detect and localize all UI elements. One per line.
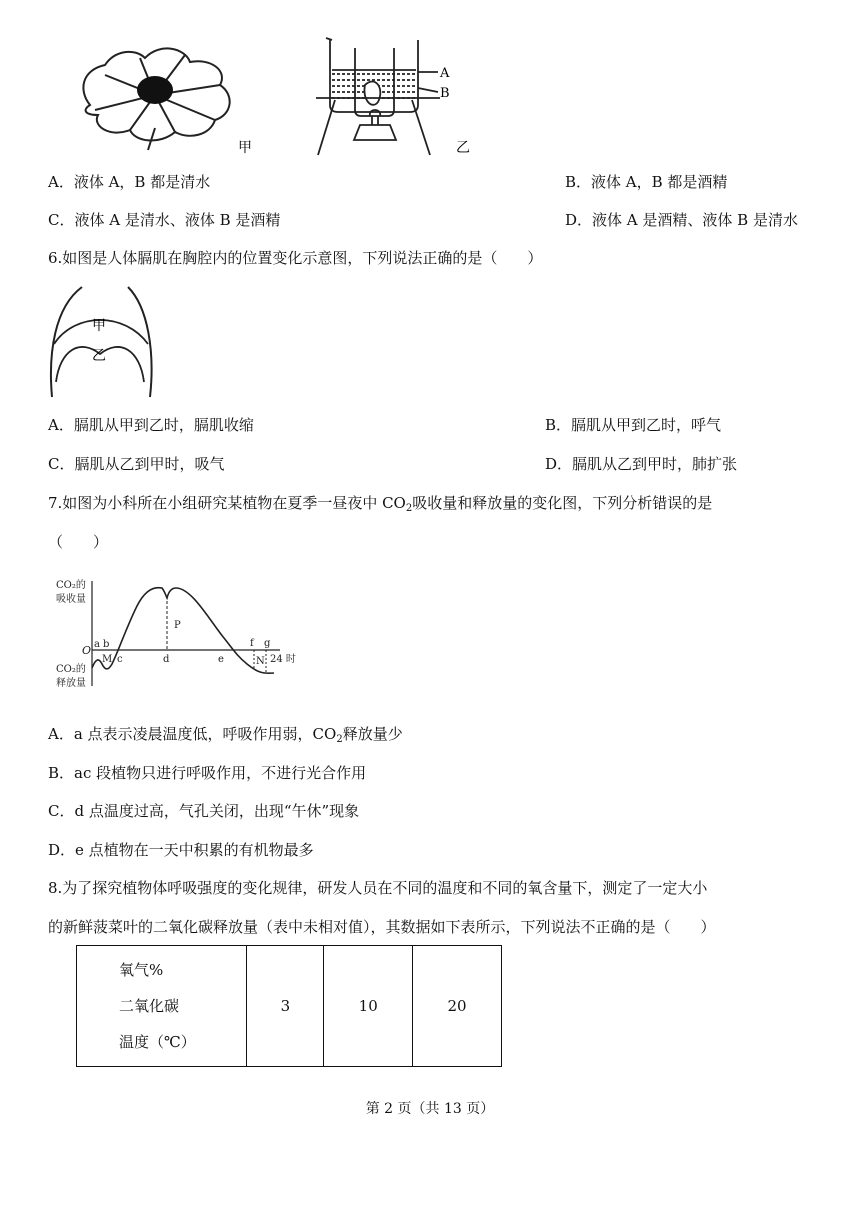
- leaf-dark-spot: [137, 76, 173, 104]
- figure-label-a: A: [440, 66, 450, 81]
- q7-option-d[interactable]: D．e 点植物在一天中积累的有机物最多: [48, 841, 314, 859]
- chart-point-c: c: [117, 654, 123, 665]
- chart-point-e: e: [218, 654, 224, 665]
- q6-option-a[interactable]: A．膈肌从甲到乙时，膈肌收缩: [48, 416, 254, 434]
- figure-label-yi: 乙: [456, 140, 470, 156]
- chart-point-a: a: [94, 639, 100, 650]
- q5-option-b[interactable]: B．液体 A，B 都是酒精: [565, 173, 728, 191]
- chart-point-d: d: [163, 654, 170, 665]
- chart-point-g: g: [264, 638, 271, 649]
- chart-ylabel-top-line1: CO₂的: [56, 580, 86, 591]
- q6-diaphragm-figure: [40, 282, 160, 406]
- chart-x-end-label: 24 时: [270, 654, 296, 665]
- chart-region-p: P: [174, 620, 181, 631]
- q7-option-c[interactable]: C．d 点温度过高，气孔关闭，出现“午休”现象: [48, 802, 360, 820]
- q7-option-a-suffix: 释放量少: [342, 725, 403, 743]
- table-col-10: 10: [324, 946, 413, 1067]
- page-footer: 第 2 页（共 13 页）: [365, 1101, 495, 1117]
- chart-ylabel-bottom-line2: 释放量: [56, 678, 86, 689]
- chart-point-b: b: [103, 639, 110, 650]
- q7-stem-subscript: 2: [405, 503, 413, 514]
- table-header-co2: 二氧化碳: [119, 997, 180, 1015]
- q5-option-d[interactable]: D．液体 A 是酒精、液体 B 是清水: [565, 211, 798, 229]
- figure-label-b: B: [440, 86, 450, 101]
- q7-option-a-subscript: 2: [336, 734, 343, 745]
- q7-option-b[interactable]: B．ac 段植物只进行呼吸作用，不进行光合作用: [48, 764, 367, 782]
- q8-stem-line2: 的新鲜菠菜叶的二氧化碳释放量（表中未相对值），其数据如下表所示，下列说法不正确的是（ ）: [48, 918, 716, 936]
- q5-option-a[interactable]: A．液体 A，B 都是清水: [48, 173, 211, 191]
- chart-ylabel-bottom-line1: CO₂的: [56, 664, 86, 675]
- q5-option-c[interactable]: C．液体 A 是清水、液体 B 是酒精: [48, 211, 281, 229]
- diaphragm-label-jia: 甲: [92, 318, 106, 334]
- q7-stem-line2: （ ）: [48, 533, 109, 551]
- q8-data-table: [76, 945, 502, 1067]
- q5-figure: [60, 30, 500, 160]
- q7-option-a[interactable]: [48, 724, 403, 750]
- chart-origin-label: O: [82, 644, 92, 657]
- q6-option-c[interactable]: C．膈肌从乙到甲时，吸气: [48, 455, 225, 473]
- q7-option-a-prefix: A．a 点表示凌晨温度低，呼吸作用弱，CO: [48, 725, 337, 743]
- chart-region-m: M: [102, 654, 113, 665]
- table-col-20: 20: [413, 946, 502, 1067]
- figure-label-jia: 甲: [238, 140, 252, 156]
- q6-option-d[interactable]: D．膈肌从乙到甲时，肺扩张: [545, 455, 738, 473]
- chart-region-n: N: [256, 656, 265, 667]
- chart-ylabel-top-line2: 吸收量: [56, 594, 86, 605]
- diaphragm-label-yi: 乙: [92, 348, 106, 364]
- chart-point-f: f: [250, 638, 254, 649]
- table-col-3: 3: [247, 946, 324, 1067]
- table-header-cell: [77, 946, 247, 1067]
- q7-stem-prefix: 7.如图为小科所在小组研究某植物在夏季一昼夜中 CO: [48, 494, 406, 512]
- q6-option-b[interactable]: B．膈肌从甲到乙时，呼气: [545, 416, 722, 434]
- table-header-oxygen: 氧气%: [119, 961, 164, 979]
- q8-stem-line1: 8.为了探究植物体呼吸强度的变化规律，研发人员在不同的温度和不同的氧含量下，测定了一定大小: [48, 879, 708, 897]
- q7-stem-suffix: 吸收量和释放量的变化图，下列分析错误的是: [412, 494, 713, 512]
- q6-stem: 6.如图是人体膈肌在胸腔内的位置变化示意图，下列说法正确的是（ ）: [48, 249, 543, 267]
- co2-chart: [52, 576, 312, 696]
- table-header-temperature: 温度（℃）: [119, 1033, 196, 1051]
- q7-stem: [48, 493, 712, 519]
- water-bath-apparatus: [316, 38, 440, 155]
